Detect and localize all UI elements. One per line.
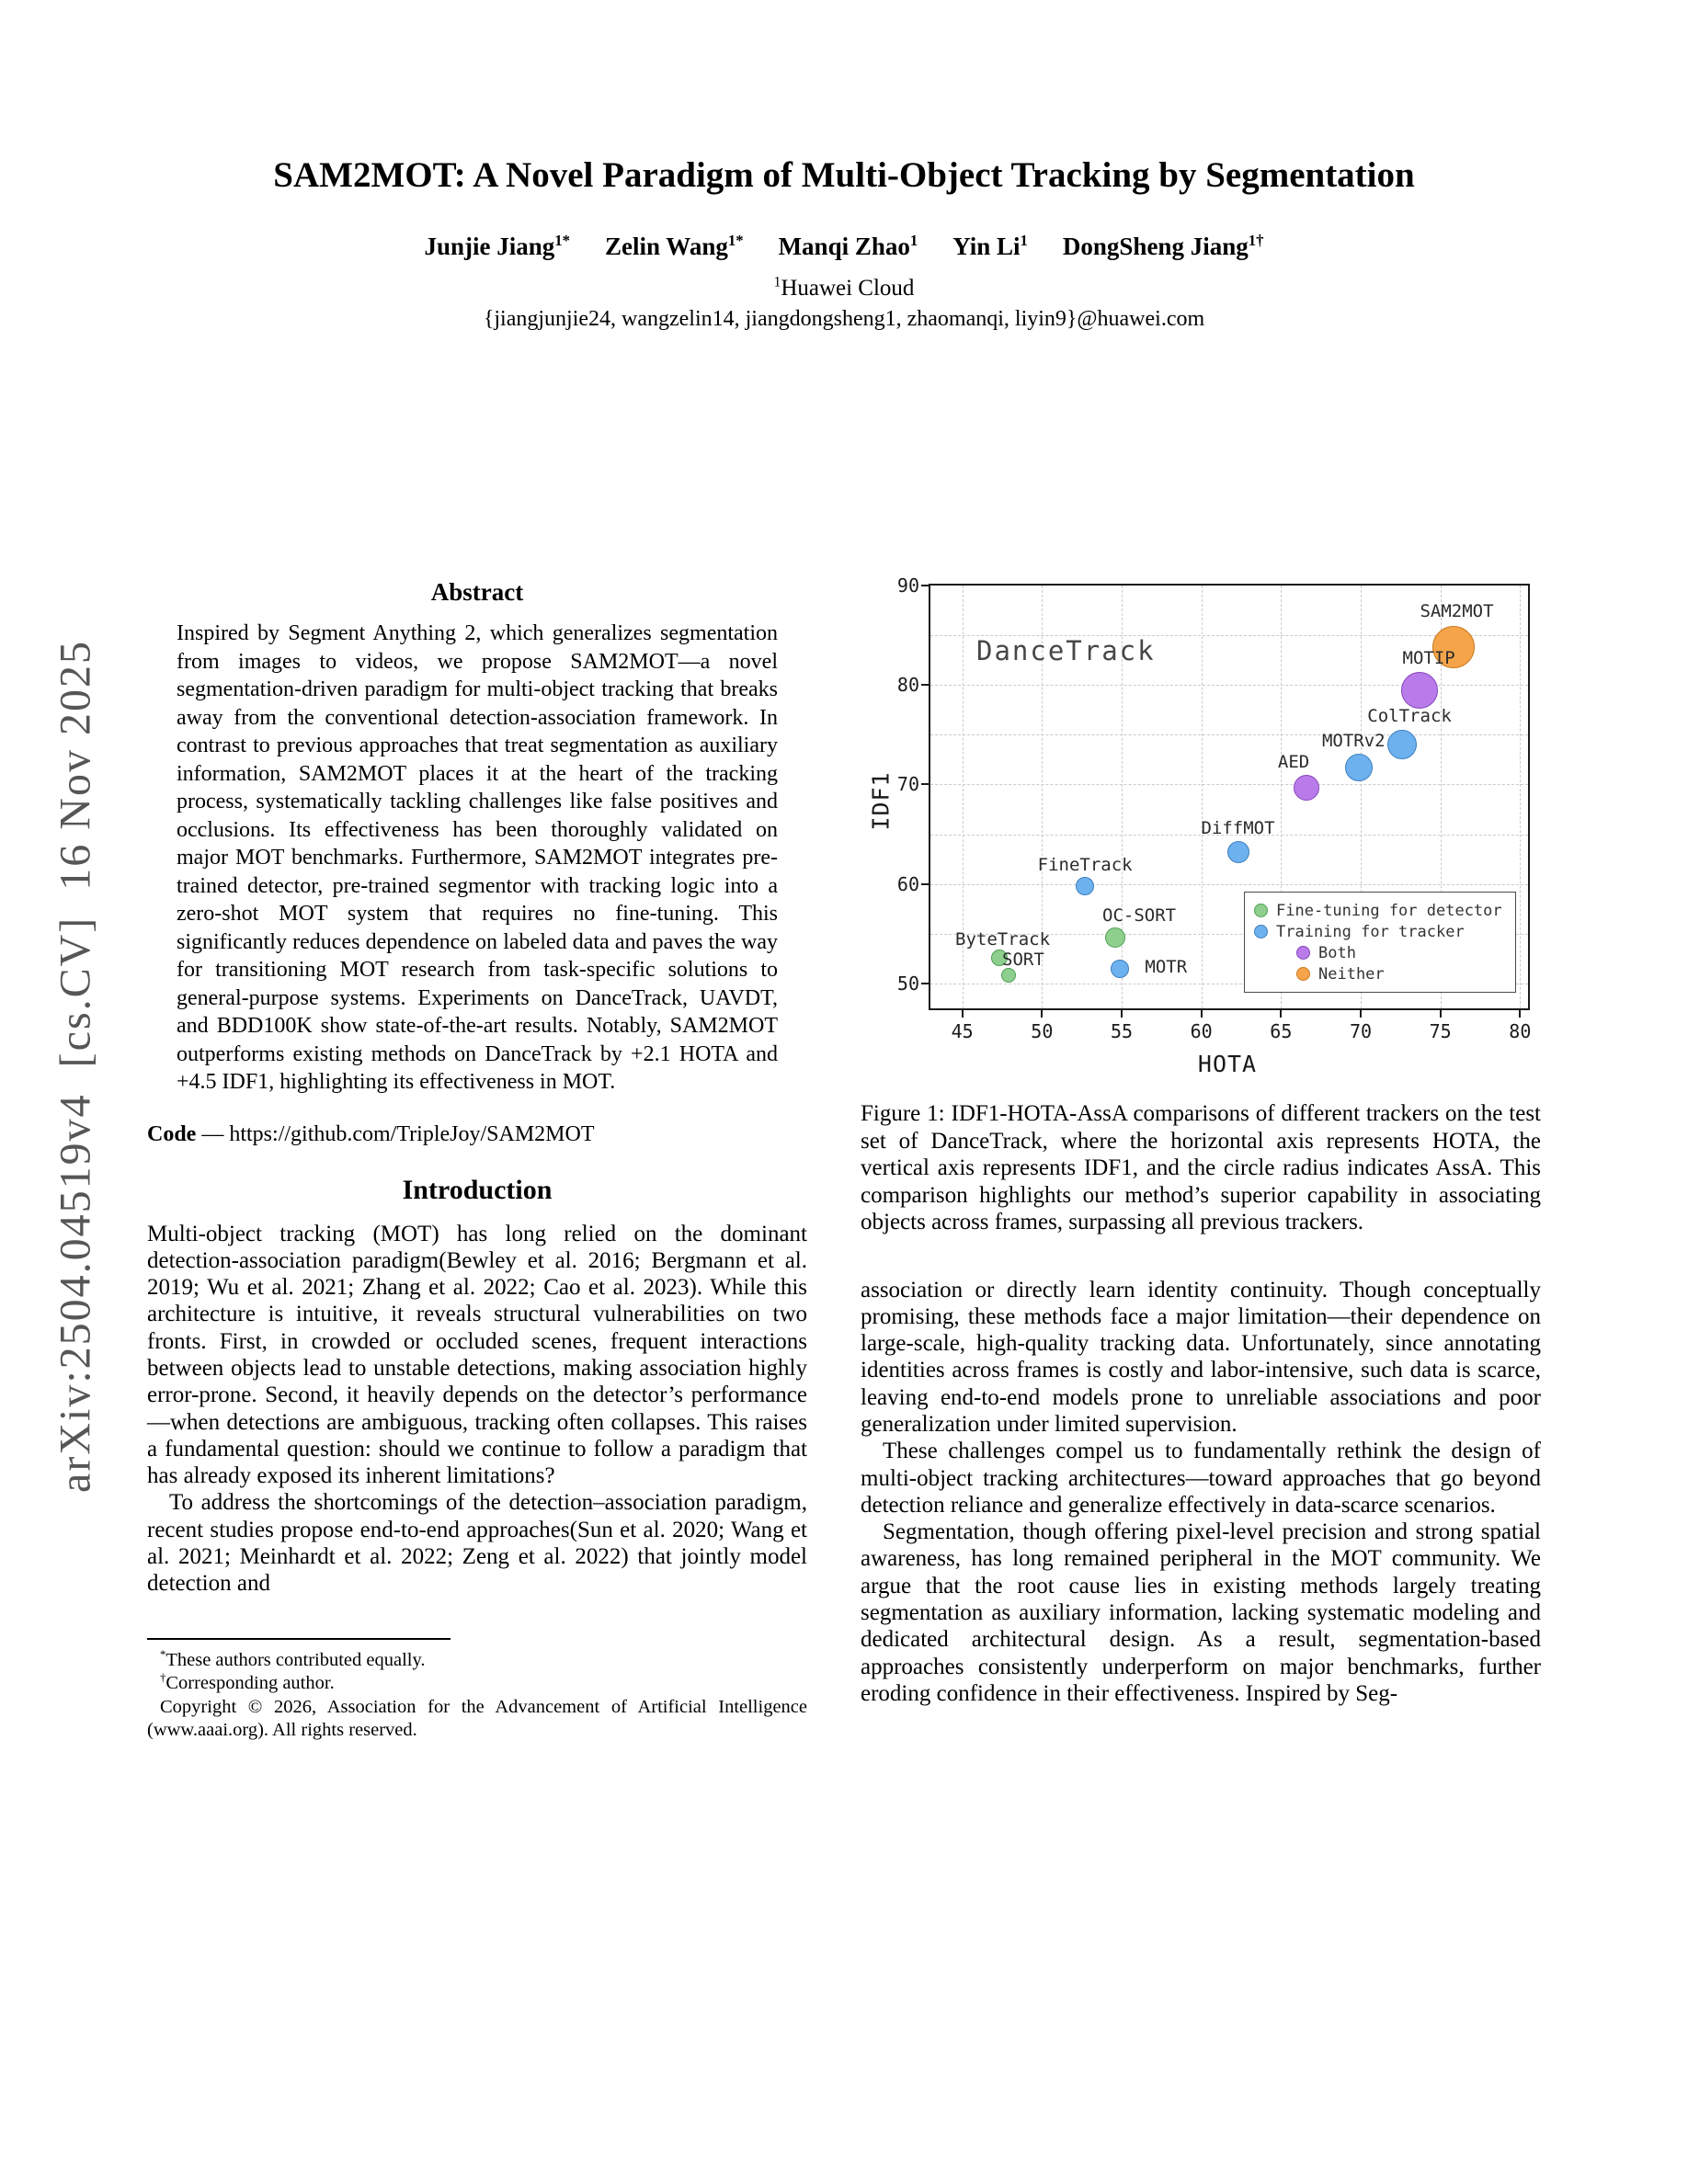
y-tick-mark: [921, 983, 929, 984]
footnote-rule: [147, 1638, 451, 1640]
x-tick-mark: [1041, 1010, 1043, 1018]
data-point-label-bytetrack: ByteTrack: [955, 928, 1051, 950]
body-paragraph-2: These challenges compel us to fundamentally rethink the design of multi-object tracking architectures—toward approaches that go beyond detection reliance and generalize effectively in data-scarce scenarios.: [861, 1439, 1541, 1518]
affiliation: [147, 276, 1541, 301]
x-tick-mark: [1280, 1010, 1282, 1018]
y-gridline: [930, 685, 1528, 686]
data-point-label-finetrack: FineTrack: [1037, 854, 1133, 875]
plot-area: [896, 574, 1532, 1042]
y-tick-label: 60: [896, 872, 919, 895]
paper-title: SAM2MOT: A Novel Paradigm of Multi-Object Tracking by Segmentation: [273, 155, 1415, 195]
data-point-label-motrv2: MOTRv2: [1321, 731, 1386, 752]
footnote-text: These authors contributed equally.: [165, 1649, 426, 1670]
arxiv-watermark: arXiv:2504.04519v4 [cs.CV] 16 Nov 2025: [51, 640, 100, 1493]
x-tick-mark: [1360, 1010, 1362, 1018]
x-tick-label: 55: [1110, 1020, 1134, 1042]
chart-legend: [1244, 892, 1516, 993]
legend-label: Fine-tuning for detector: [1276, 901, 1502, 920]
data-point-motrv2: [1345, 754, 1373, 781]
code-link[interactable]: https://github.com/TripleJoy/SAM2MOT: [229, 1121, 595, 1146]
legend-dot-icon: [1254, 925, 1268, 938]
x-tick-label: 75: [1429, 1020, 1452, 1042]
data-point-finetrack: [1076, 877, 1094, 895]
x-tick-label: 80: [1509, 1020, 1532, 1042]
x-tick-mark: [962, 1010, 964, 1018]
code-separator: —: [196, 1121, 230, 1146]
figure1-bubble-chart: [861, 574, 1541, 1082]
legend-item: [1254, 942, 1506, 963]
data-point-motr: [1111, 960, 1129, 978]
footnote-marker-dagger: †: [160, 1671, 166, 1685]
author-name: Manqi Zhao$^1$: [778, 232, 918, 260]
affiliation-name: Huawei Cloud: [781, 276, 915, 301]
y-tick-label: 80: [896, 674, 919, 697]
author-name: Zelin Wang$^{1*}$: [605, 232, 744, 260]
figure1-caption: Figure 1: IDF1-HOTA-AssA comparisons of different trackers on the test set of DanceTrack, where the horizontal axis represents HOTA, the vertical axis represents IDF1, and the circle radius indicates AssA. This comparison highlights our method’s superior capability in associating objects across frames, surpassing all previous trackers.: [861, 1101, 1541, 1234]
y-gridline: [930, 734, 1528, 735]
legend-label: Training for tracker: [1276, 922, 1465, 941]
y-tick-mark: [921, 783, 929, 785]
x-tick-mark: [1201, 1010, 1203, 1018]
author-name: Junjie Jiang$^{1*}$: [424, 232, 571, 260]
x-axis-label: HOTA: [1197, 1051, 1258, 1077]
code-line: [147, 1122, 807, 1147]
x-tick-mark: [1519, 1010, 1521, 1018]
y-gridline: [930, 884, 1528, 885]
data-point-label-sort: SORT: [1002, 950, 1044, 971]
data-point-label-oc-sort: OC-SORT: [1102, 905, 1177, 927]
y-tick-mark: [921, 585, 929, 586]
data-point-diffmot: [1227, 841, 1249, 863]
y-axis-label: IDF1: [867, 771, 895, 831]
y-tick-mark: [921, 883, 929, 885]
x-tick-label: 45: [951, 1020, 974, 1042]
legend-item: [1254, 900, 1506, 921]
paper-content: [147, 154, 1541, 1743]
body-paragraph-1: association or directly learn identity continuity. Though conceptually promising, these methods face a major limitation—their dependence on large-scale, high-quality tracking data. Unfortunately, since annotating identities across frames is costly and labor-intensive, such data is scarce, leaving end-to-end models prone to unreliable associations and poor generalization under limited supervision.: [861, 1277, 1541, 1437]
footnote-marker-asterisk: *: [160, 1647, 166, 1661]
x-tick-mark: [1121, 1010, 1123, 1018]
author-name: DongSheng Jiang$^{1\dagger}$: [1062, 232, 1264, 260]
data-point-label-coltrack: ColTrack: [1367, 706, 1452, 727]
abstract-text: Inspired by Segment Anything 2, which generalizes segmentation from images to videos, we propose SAM2MOT—a novel segmentation-driven paradigm for multi-object tracking that breaks away from the conventional detection-association framework. In contrast to previous approaches that treat segmentation as auxiliary information, SAM2MOT places it at the heart of the tracking process, systematically tackling challenges like false positives and occlusions. Its effectiveness has been thoroughly validated on major MOT benchmarks. Furthermore, SAM2MOT integrates pre-trained detector, pre-trained segmentor with tracking logic into a zero-shot MOT system that requires no fine-tuning. This significantly reduces dependence on labeled data and paves the way for transitioning MOT research from task-specific solutions to general-purpose systems. Experiments on DanceTrack, UAVDT, and BDD100K show state-of-the-art results. Notably, SAM2MOT outperforms existing methods on DanceTrack by +2.1 HOTA and +4.5 IDF1, highlighting its effectiveness in MOT.: [177, 621, 778, 1094]
left-column: [147, 578, 807, 1743]
data-point-motip: [1401, 672, 1438, 709]
x-gridline: [1520, 586, 1521, 1008]
abstract-heading: Abstract: [430, 578, 524, 606]
intro-paragraph-1: Multi-object tracking (MOT) has long relied on the dominant detection-association paradigm(Bewley et al. 2016; Bergmann et al. 2019; Wu et al. 2021; Zhang et al. 2022; Cao et al. 2023). While this architecture is intuitive, it reveals structural vulnerabilities on two fronts. First, in crowded or occluded scenes, frequent interactions between objects lead to unstable detections, making association highly error-prone. Second, it heavily depends on the detector’s performance—when detections are ambiguous, tracking often collapses. This raises a fundamental question: should we continue to follow a paradigm that has already exposed its inherent limitations?: [147, 1221, 807, 1489]
introduction-heading: Introduction: [402, 1174, 553, 1205]
footnote-corresponding-author: [147, 1672, 807, 1696]
x-tick-mark: [1440, 1010, 1442, 1018]
legend-label: Both: [1318, 943, 1356, 962]
legend-item: [1254, 921, 1506, 942]
data-point-aed: [1294, 775, 1319, 801]
footnotes: [147, 1649, 807, 1743]
footnote-text: Corresponding author.: [165, 1673, 335, 1694]
x-tick-label: 50: [1031, 1020, 1054, 1042]
data-point-label-motip: MOTIP: [1402, 647, 1455, 668]
data-point-label-diffmot: DiffMOT: [1201, 818, 1275, 839]
legend-dot-icon: [1296, 967, 1310, 981]
y-tick-label: 70: [896, 773, 919, 796]
y-gridline: [930, 784, 1528, 785]
intro-paragraph-2: To address the shortcomings of the detection–association paradigm, recent studies propose end-to-end approaches(Sun et al. 2020; Wang et al. 2021; Meinhardt et al. 2022; Zeng et al. 2022) that jointly model detection and: [147, 1490, 807, 1597]
code-label: Code: [147, 1121, 197, 1146]
copyright-notice: Copyright © 2026, Association for the Advancement of Artificial Intelligence (www.aaai.org). All rights reserved.: [147, 1696, 807, 1741]
legend-dot-icon: [1254, 904, 1268, 917]
body-paragraph-3: Segmentation, though offering pixel-level precision and strong spatial awareness, has long remained peripheral in the MOT community. We argue that the root cause lies in existing methods largely treating segmentation as auxiliary information, lacking systematic modeling and dedicated architectural design. As a result, segmentation-based approaches consistently underperform on major benchmarks, further eroding confidence in their effectiveness. Inspired by Seg-: [861, 1519, 1541, 1706]
legend-dot-icon: [1296, 946, 1310, 960]
y-tick-mark: [921, 684, 929, 686]
x-gridline: [1202, 586, 1203, 1008]
dataset-label: DanceTrack: [976, 635, 1156, 666]
footnote-equal-contribution: [147, 1649, 807, 1673]
x-tick-label: 65: [1270, 1020, 1293, 1042]
y-tick-label: 90: [896, 574, 919, 597]
data-point-label-sam2mot: SAM2MOT: [1420, 601, 1494, 622]
author-list: [147, 233, 1541, 261]
data-point-label-aed: AED: [1277, 751, 1310, 772]
y-tick-label: 50: [896, 972, 919, 995]
affiliation-sup: 1: [773, 274, 781, 290]
legend-label: Neither: [1318, 964, 1385, 984]
right-column: [861, 574, 1541, 1743]
author-name: Yin Li$^1$: [952, 232, 1028, 260]
x-tick-label: 60: [1190, 1020, 1213, 1042]
data-point-coltrack: [1387, 730, 1417, 759]
data-point-label-motr: MOTR: [1145, 956, 1188, 977]
data-point-sort: [1001, 968, 1016, 983]
two-column-body: [147, 574, 1541, 1743]
x-tick-label: 70: [1349, 1020, 1373, 1042]
legend-item: [1254, 963, 1506, 984]
email-line: {jiangjunjie24, wangzelin14, jiangdongsheng1, zhaomanqi, liyin9}@huawei.com: [483, 307, 1205, 331]
